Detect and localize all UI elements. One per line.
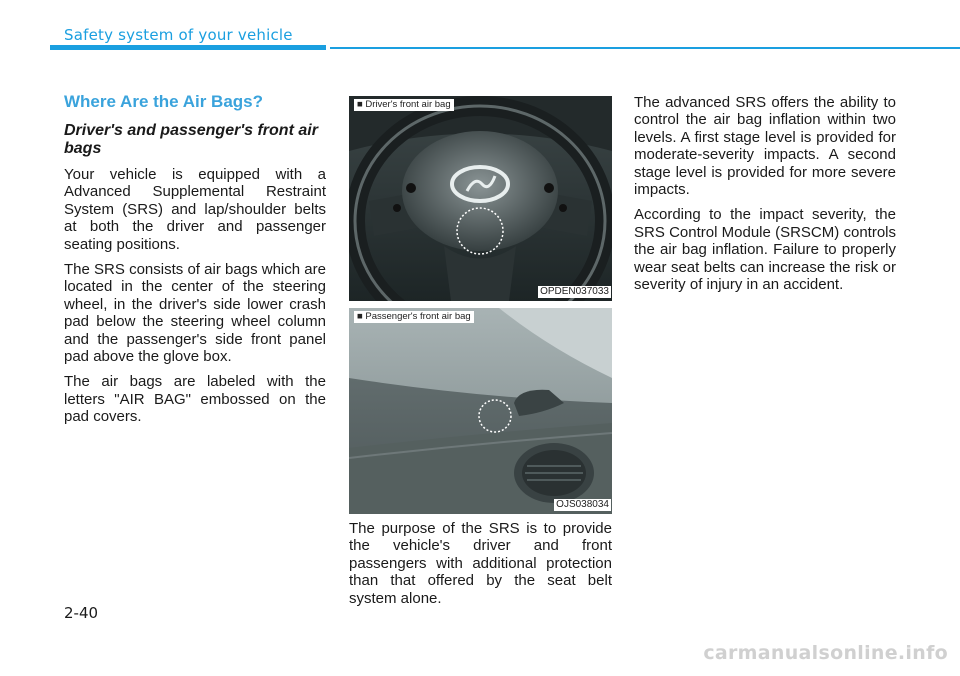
watermark: carmanualsonline.info <box>703 642 948 664</box>
figure-code: OPDEN037033 <box>540 286 609 297</box>
paragraph: Your vehicle is equipped with a Advanced Supplemental Restraint System (SRS) and lap/shoulder belts at both the driver and passenger seating positions. <box>64 166 326 253</box>
column-left <box>64 92 326 434</box>
column-middle-text <box>349 520 612 615</box>
paragraph: The air bags are labeled with the letters "AIR BAG" embossed on the pad covers. <box>64 373 326 426</box>
paragraph: The SRS consists of air bags which are located in the center of the steering wheel, in the driver's side lower crash pad below the steering wheel column and the passenger's side front panel pad above the glove box. <box>64 261 326 366</box>
paragraph: According to the impact severity, the SRS Control Module (SRSCM) controls the air bag inflation. Failure to properly wear seat belts can increase the risk or severity of injury in an accident. <box>634 206 896 294</box>
dashboard-illustration <box>349 308 612 514</box>
paragraph: The advanced SRS offers the ability to control the air bag inflation within two levels. A first stage level is provided for moderate-severity impacts. A second stage level is provided for more severe impacts. <box>634 94 896 199</box>
header-bar-accent <box>50 45 326 50</box>
figure-caption: ■ Passenger's front air bag <box>354 311 474 323</box>
section-header-title: Safety system of your vehicle <box>64 26 293 44</box>
column-right <box>634 94 896 301</box>
passenger-airbag-figure <box>349 308 612 514</box>
figure-caption: ■ Driver's front air bag <box>354 99 454 111</box>
page-number: 2-40 <box>64 604 99 622</box>
subsection-title: Driver's and passenger's front air bags <box>64 122 318 157</box>
section-title: Where Are the Air Bags? <box>64 92 264 111</box>
figure-code: OJS038034 <box>556 499 609 510</box>
driver-airbag-figure <box>349 96 612 301</box>
header-rule <box>330 47 960 49</box>
steering-wheel-illustration <box>349 96 612 301</box>
paragraph: The purpose of the SRS is to provide the vehicle's driver and front passengers with additional protection than that offered by the seat belt system alone. <box>349 520 612 607</box>
